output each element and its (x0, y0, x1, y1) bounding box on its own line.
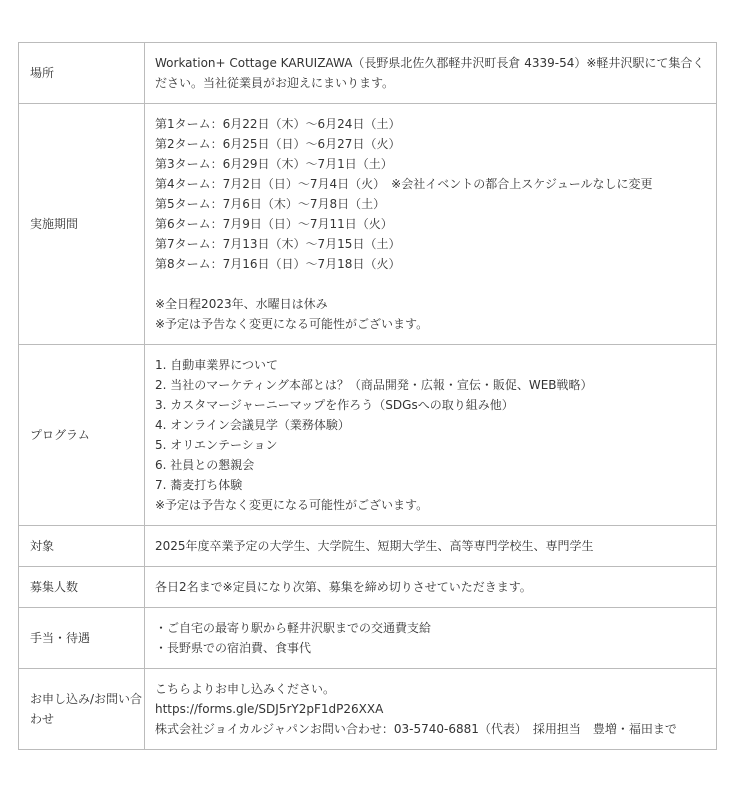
row-label: お申し込み/お問い合わせ (19, 669, 145, 750)
row-value (145, 345, 717, 526)
value-line: 1. 自動車業界について (155, 358, 279, 372)
row-value (145, 608, 717, 669)
value-line: ・ご自宅の最寄り駅から軽井沢駅までの交通費支給 (155, 621, 432, 635)
value-line: Workation+ Cottage KARUIZAWA（長野県北佐久郡軽井沢町長倉 4339-54）※軽井沢駅にて集合ください。当社従業員がお迎えにまいります。 (155, 56, 705, 90)
table-row-period (19, 104, 717, 345)
table-row-location (19, 43, 717, 104)
row-value (145, 669, 717, 750)
info-table (18, 42, 717, 750)
value-line: 第4ターム：7月2日（日）〜7月4日（火） ※会社イベントの都合上スケジュールなしに変更 (155, 177, 653, 191)
table-row-capacity (19, 567, 717, 608)
value-line: 3. カスタマージャーニーマップを作ろう（SDGsへの取り組み他） (155, 398, 514, 412)
value-line: 株式会社ジョイカルジャパンお問い合わせ：03-5740-6881（代表） 採用担当 豊増・福田まで (155, 722, 677, 736)
value-line: 第2ターム：6月25日（日）〜6月27日（火） (155, 137, 401, 151)
value-line: 5. オリエンテーション (155, 438, 278, 452)
row-label: 実施期間 (19, 104, 145, 345)
row-label: 対象 (19, 526, 145, 567)
blank-line (155, 274, 716, 294)
table-row-contact (19, 669, 717, 750)
table-row-program (19, 345, 717, 526)
value-line: ※予定は予告なく変更になる可能性がございます。 (155, 317, 429, 331)
row-value (145, 104, 717, 345)
row-label: 手当・待遇 (19, 608, 145, 669)
value-line: 第8ターム：7月16日（日）〜7月18日（火） (155, 257, 401, 271)
value-line: 2. 当社のマーケティング本部とは？（商品開発・広報・宣伝・販促、WEB戦略） (155, 378, 593, 392)
value-line: 6. 社員との懇親会 (155, 458, 255, 472)
row-label: 場所 (19, 43, 145, 104)
value-line: ※予定は予告なく変更になる可能性がございます。 (155, 498, 429, 512)
value-line: 第1ターム：6月22日（木）〜6月24日（土） (155, 117, 401, 131)
table-row-allowance (19, 608, 717, 669)
value-line: ※全日程2023年、水曜日は休み (155, 297, 328, 311)
value-line: 第3ターム：6月29日（木）〜7月1日（土） (155, 157, 393, 171)
value-line: 2025年度卒業予定の大学生、大学院生、短期大学生、高等専門学校生、専門学生 (155, 539, 594, 553)
application-link[interactable]: https://forms.gle/SDJ5rY2pF1dP26XXA (155, 702, 384, 716)
row-value (145, 43, 717, 104)
row-label: プログラム (19, 345, 145, 526)
value-line: ・長野県での宿泊費、食事代 (155, 641, 312, 655)
value-line: 第5ターム：7月6日（木）〜7月8日（土） (155, 197, 386, 211)
table-row-target (19, 526, 717, 567)
value-line: 4. オンライン会議見学（業務体験） (155, 418, 350, 432)
value-line: 第7ターム：7月13日（木）〜7月15日（土） (155, 237, 401, 251)
row-value (145, 526, 717, 567)
row-label: 募集人数 (19, 567, 145, 608)
value-line: 7. 蕎麦打ち体験 (155, 478, 243, 492)
value-line: 各日2名まで※定員になり次第、募集を締め切りさせていただきます。 (155, 580, 532, 594)
value-line: こちらよりお申し込みください。 (155, 682, 336, 696)
value-line: 第6ターム：7月9日（日）〜7月11日（火） (155, 217, 393, 231)
row-value (145, 567, 717, 608)
